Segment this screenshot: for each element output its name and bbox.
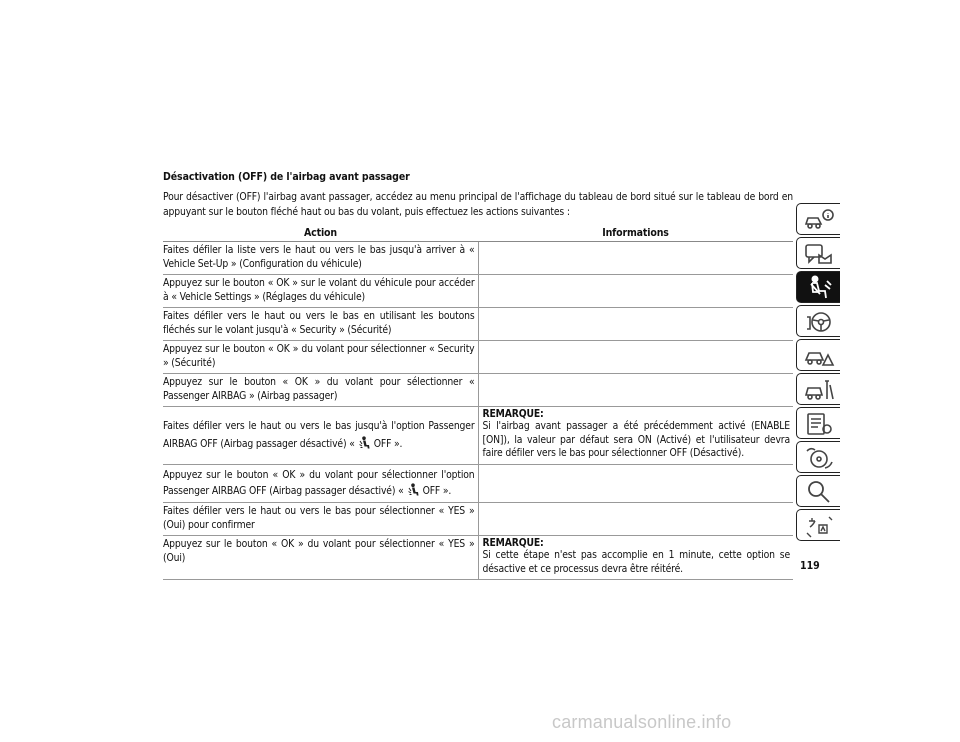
procedure-table	[163, 224, 793, 580]
action-cell: Appuyez sur le bouton « OK » du volant pour sélectionner « YES » (Oui)	[163, 536, 478, 580]
section-heading: Désactivation (OFF) de l'airbag avant passager	[163, 171, 410, 183]
action-text: Faites défiler vers le haut ou vers le bas jusqu'à l'option Passenger AIRBAG OFF (Airbag passager désactivé) «	[163, 420, 475, 450]
search-index-icon	[803, 479, 835, 505]
dashboard-message-icon	[803, 241, 835, 267]
table-row	[163, 242, 793, 275]
action-cell	[163, 465, 478, 503]
intro-paragraph: Pour désactiver (OFF) l'airbag avant passager, accédez au menu principal de l'affichage du tableau de bord situé sur le tableau de bord en appuyant sur le bouton fléché haut ou bas du volant, puis effectuez les actions suivantes :	[163, 191, 793, 218]
chapter-tab-specifications[interactable]	[796, 407, 840, 439]
steering-wheel-icon	[803, 309, 835, 335]
action-cell: Faites défiler la liste vers le haut ou vers le bas jusqu'à arriver à « Vehicle Set-Up » (Configuration du véhicule)	[163, 242, 478, 275]
note-text: Si l'airbag avant passager a été précédemment activé (ENABLE [ON]), la valeur par défaut sera ON (Activé) et l'utilisateur devra faire défiler vers le bas pour sélectionner OFF (Désactivé).	[482, 420, 790, 459]
car-service-tools-icon	[803, 377, 835, 403]
note-label: REMARQUE:	[482, 537, 544, 549]
note-label: REMARQUE:	[482, 408, 544, 420]
chapter-tab-emergency[interactable]	[796, 339, 840, 371]
action-text-end: OFF ».	[422, 485, 452, 497]
action-cell: Faites défiler vers le haut ou vers le bas pour sélectionner « YES » (Oui) pour confirmer	[163, 503, 478, 536]
info-cell	[478, 503, 793, 536]
info-cell	[478, 374, 793, 407]
info-cell	[478, 341, 793, 374]
vehicle-info-icon	[803, 207, 835, 233]
action-text-end: OFF ».	[373, 438, 403, 450]
page-number: 119	[800, 560, 820, 572]
table-header-row	[163, 224, 793, 242]
action-cell: Appuyez sur le bouton « OK » du volant pour sélectionner « Security » (Sécurité)	[163, 341, 478, 374]
language-icon	[803, 513, 835, 539]
action-cell: Faites défiler vers le haut ou vers le bas en utilisant les boutons fléchés sur le volant jusqu'à « Security » (Sécurité)	[163, 308, 478, 341]
table-row	[163, 407, 793, 465]
action-text: Appuyez sur le bouton « OK » du volant pour sélectionner l'option Passenger AIRBAG OFF (Airbag passager désactivé) «	[163, 469, 475, 497]
table-row	[163, 374, 793, 407]
watermark: carmanualsonline.info	[552, 712, 732, 732]
header-info: Informations	[478, 224, 793, 242]
table-row	[163, 341, 793, 374]
multimedia-disc-icon	[803, 445, 835, 471]
chapter-tab-languages[interactable]	[796, 509, 840, 541]
info-cell	[478, 407, 793, 465]
table-row	[163, 465, 793, 503]
info-cell	[478, 242, 793, 275]
chapter-tabs	[796, 203, 840, 543]
action-cell	[163, 407, 478, 465]
table-row	[163, 308, 793, 341]
chapter-tab-safety[interactable]	[796, 271, 840, 303]
chapter-tab-multimedia[interactable]	[796, 441, 840, 473]
info-cell	[478, 465, 793, 503]
action-cell: Appuyez sur le bouton « OK » du volant pour sélectionner « Passenger AIRBAG » (Airbag passager)	[163, 374, 478, 407]
table-row	[163, 503, 793, 536]
maintenance-checklist-icon	[803, 411, 835, 437]
chapter-tab-driving[interactable]	[796, 305, 840, 337]
passenger-airbag-icon	[359, 436, 371, 450]
seatbelt-safety-icon	[803, 275, 835, 301]
warning-car-icon	[803, 343, 835, 369]
chapter-tab-index[interactable]	[796, 475, 840, 507]
chapter-tab-vehicle-info[interactable]	[796, 203, 840, 235]
passenger-airbag-icon	[408, 483, 420, 497]
info-cell	[478, 308, 793, 341]
header-action: Action	[163, 224, 478, 242]
info-cell	[478, 275, 793, 308]
info-cell	[478, 536, 793, 580]
chapter-tab-dashboard[interactable]	[796, 237, 840, 269]
note-text: Si cette étape n'est pas accomplie en 1 minute, cette option se désactive et ce processus devra être réitéré.	[482, 549, 790, 575]
chapter-tab-service[interactable]	[796, 373, 840, 405]
action-cell: Appuyez sur le bouton « OK » sur le volant du véhicule pour accéder à « Vehicle Settings » (Réglages du véhicule)	[163, 275, 478, 308]
table-row	[163, 275, 793, 308]
table-row	[163, 536, 793, 580]
